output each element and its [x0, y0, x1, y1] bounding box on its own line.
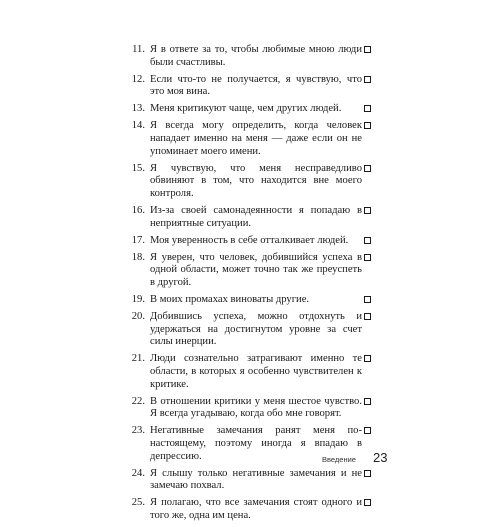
item-text: Я слышу только негативные замечания и не замечаю похвал.	[150, 467, 362, 492]
list-item	[128, 353, 374, 391]
item-text: Если что-то не получается, я чувствую, что это моя вина.	[150, 73, 362, 98]
checkbox[interactable]	[364, 165, 371, 172]
item-number: 15.	[131, 162, 145, 174]
list-item	[128, 252, 374, 290]
item-text: Негативные замечания ранят меня по-настоящему, поэтому иногда я впадаю в депрессию.	[150, 425, 362, 462]
item-number: 19.	[131, 294, 145, 306]
checkbox[interactable]	[364, 313, 371, 320]
list-item	[128, 294, 374, 307]
item-text: Моя уверенность в себе отталкивает людей.	[150, 234, 349, 246]
section-title: Введение	[322, 455, 356, 464]
item-text: Добившись успеха, можно отдохнуть и удержаться на достигнутом уровне за счет силы инерции.	[150, 311, 362, 348]
list-item	[128, 497, 374, 522]
checkbox[interactable]	[364, 499, 371, 506]
list-item	[128, 235, 374, 248]
item-text: Меня критикуют чаще, чем других людей.	[150, 103, 342, 115]
checkbox[interactable]	[364, 254, 371, 261]
page-number: 23	[373, 450, 388, 465]
item-text: Я чувствую, что меня несправедливо обвиняют в том, что находится вне моего контроля.	[150, 162, 362, 199]
item-number: 11.	[132, 44, 145, 55]
page-footer	[0, 450, 500, 467]
list-item	[128, 163, 374, 201]
item-text: Я полагаю, что все замечания стоят одного и того же, одна им цена.	[150, 497, 362, 521]
item-number: 12.	[131, 73, 145, 85]
list-item	[128, 103, 374, 116]
item-number: 21.	[131, 353, 145, 365]
list-item	[128, 74, 374, 99]
checkbox[interactable]	[364, 46, 371, 53]
checkbox[interactable]	[364, 427, 371, 434]
item-text: Я уверен, что человек, добившийся успеха в одной области, может точно так же преуспеть в другой.	[150, 251, 362, 288]
list-item	[128, 396, 374, 421]
item-number: 20.	[131, 311, 145, 323]
checkbox[interactable]	[364, 398, 371, 405]
checkbox[interactable]	[364, 207, 371, 214]
item-number: 13.	[131, 103, 145, 115]
item-number: 23.	[131, 425, 145, 437]
list-item	[128, 311, 374, 349]
item-number: 18.	[131, 251, 145, 263]
item-text: Я всегда могу определить, когда человек нападает именно на меня — даже если он не упоминает моего имени.	[150, 120, 362, 157]
item-text: В моих промахах виноваты другие.	[150, 294, 310, 306]
item-text: В отношении критики у меня шестое чувство. Я всегда угадываю, когда обо мне говорят.	[150, 395, 362, 420]
item-number: 22.	[131, 395, 145, 407]
checkbox[interactable]	[364, 105, 371, 112]
list-item	[128, 468, 374, 493]
item-text: Из-за своей самонадеянности я попадаю в неприятные ситуации.	[150, 205, 362, 229]
list-item	[128, 205, 374, 230]
item-number: 24.	[131, 467, 145, 479]
item-number: 16.	[131, 205, 145, 217]
checkbox[interactable]	[364, 76, 371, 83]
item-text: Я в ответе за то, чтобы любимые мною люди были счастливы.	[150, 44, 362, 68]
item-text: Люди сознательно затрагивают именно те области, в которых я особенно чувствителен к критике.	[150, 353, 362, 390]
checkbox[interactable]	[364, 296, 371, 303]
list-item	[128, 44, 374, 69]
checkbox[interactable]	[364, 237, 371, 244]
item-number: 25.	[131, 497, 145, 509]
checkbox[interactable]	[364, 122, 371, 129]
checkbox[interactable]	[364, 355, 371, 362]
item-number: 14.	[131, 120, 145, 132]
checkbox[interactable]	[364, 470, 371, 477]
list-item	[128, 120, 374, 158]
item-number: 17.	[131, 234, 145, 246]
